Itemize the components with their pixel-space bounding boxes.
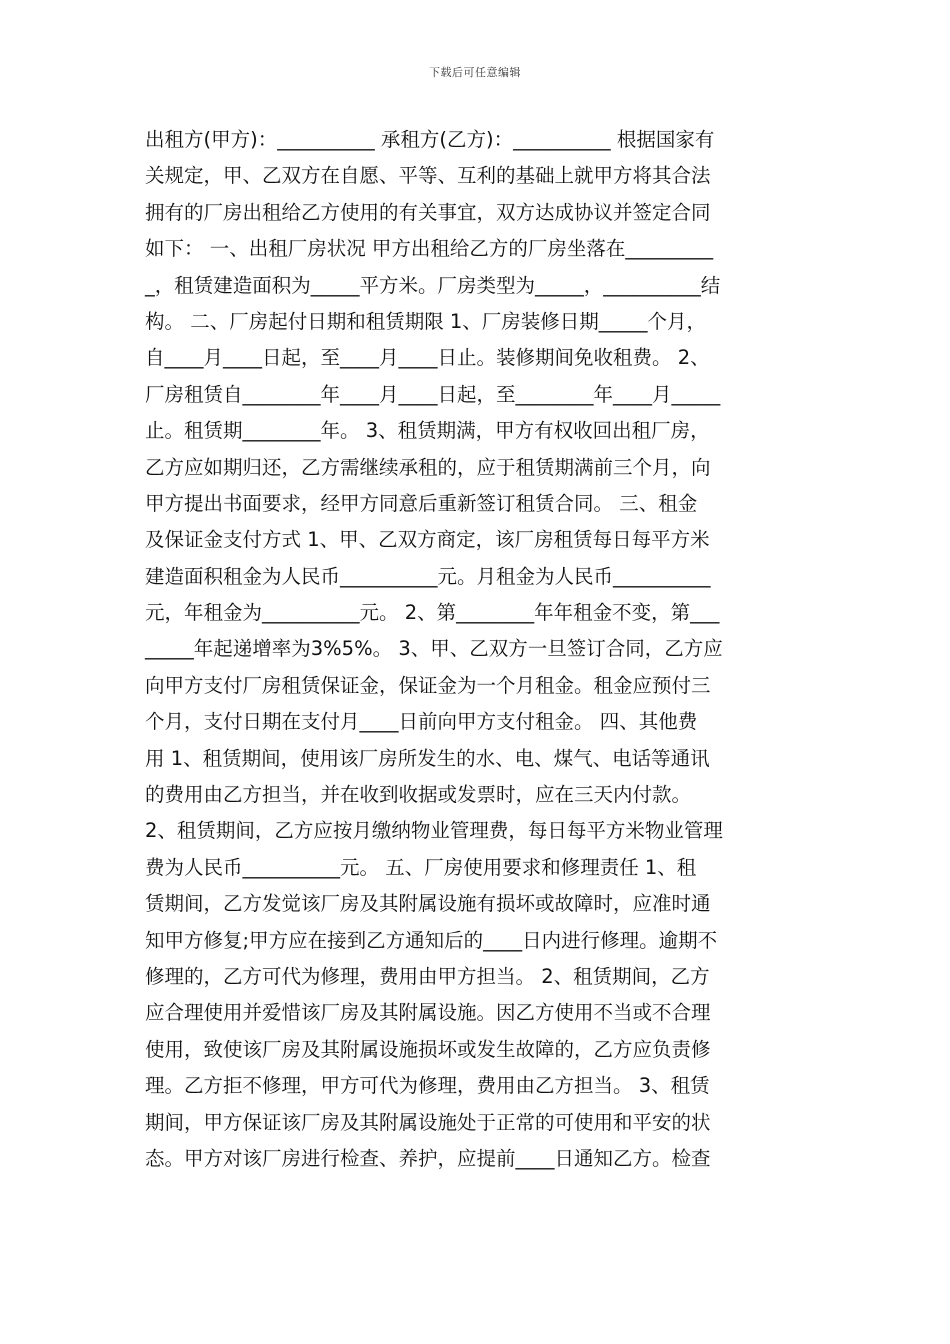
text-line: 的费用由乙方担当，并在收到收据或发票时，应在三天内付款。 [145,783,692,807]
text-line: _，租赁建造面积为_____平方米。厂房类型为_____，__________结 [145,273,721,297]
text-line: 元，年租金为__________元。 2、第________年年租金不变，第___ [145,601,720,625]
page-header: 下载后可任意编辑 [429,66,521,79]
contract-body [145,122,810,1177]
text-line: 赁期间，乙方发觉该厂房及其附属设施有损坏或故障时，应准时通 [145,892,711,916]
text-line: 应合理使用并爱惜该厂房及其附属设施。因乙方使用不当或不合理 [145,1001,711,1025]
text-line: 甲方提出书面要求，经甲方同意后重新签订租赁合同。 三、租金 [145,491,698,515]
text-line: 止。租赁期________年。 3、租赁期满，甲方有权收回出租厂房， [145,419,710,443]
text-line: 关规定，甲、乙双方在自愿、平等、互利的基础上就甲方将其合法 [145,164,711,188]
text-line: 厂房租赁自________年____月____日起，至________年____月_____ [145,382,721,406]
text-line: 自____月____日起，至____月____日止。装修期间免收租费。 2、 [145,346,710,370]
text-line: 用 1、租赁期间，使用该厂房所发生的水、电、煤气、电话等通讯 [145,746,710,770]
text-line: 知甲方修复;甲方应在接到乙方通知后的____日内进行修理。逾期不 [145,928,718,952]
text-line: _____年起递增率为3%5%。 3、甲、乙双方一旦签订合同，乙方应 [145,637,723,661]
text-line: 拥有的厂房出租给乙方使用的有关事宜，双方达成协议并签定合同 [145,200,711,224]
text-line: 向甲方支付厂房租赁保证金，保证金为一个月租金。租金应预付三 [145,673,711,697]
text-line: 如下： 一、出租厂房状况 甲方出租给乙方的厂房坐落在_________ [145,237,714,261]
text-line: 期间，甲方保证该厂房及其附属设施处于正常的可使用和平安的状 [145,1110,711,1134]
text-line: 使用，致使该厂房及其附属设施损坏或发生故障的，乙方应负责修 [145,1037,711,1061]
text-line: 2、租赁期间，乙方应按月缴纳物业管理费，每日每平方米物业管理 [145,819,723,843]
text-line: 理。乙方拒不修理，甲方可代为修理，费用由乙方担当。 3、租赁 [145,1074,710,1098]
text-line: 构。 二、厂房起付日期和租赁期限 1、厂房装修日期_____个月， [145,309,707,333]
text-line: 态。甲方对该厂房进行检查、养护，应提前____日通知乙方。检查 [145,1146,711,1170]
text-line: 乙方应如期归还，乙方需继续承租的，应于租赁期满前三个月，向 [145,455,711,479]
text-line: 个月，支付日期在支付月____日前向甲方支付租金。 四、其他费 [145,710,698,734]
text-line: 费为人民币__________元。 五、厂房使用要求和修理责任 1、租 [145,855,697,879]
text-line: 建造面积租金为人民币__________元。月租金为人民币__________ [145,564,711,588]
text-line: 及保证金支付方式 1、甲、乙双方商定，该厂房租赁每日每平方米 [145,528,710,552]
text-line: 修理的，乙方可代为修理，费用由甲方担当。 2、租赁期间，乙方 [145,964,710,988]
text-line: 出租方(甲方)：__________ 承租方(乙方)：__________ 根据国家有 [145,128,715,151]
